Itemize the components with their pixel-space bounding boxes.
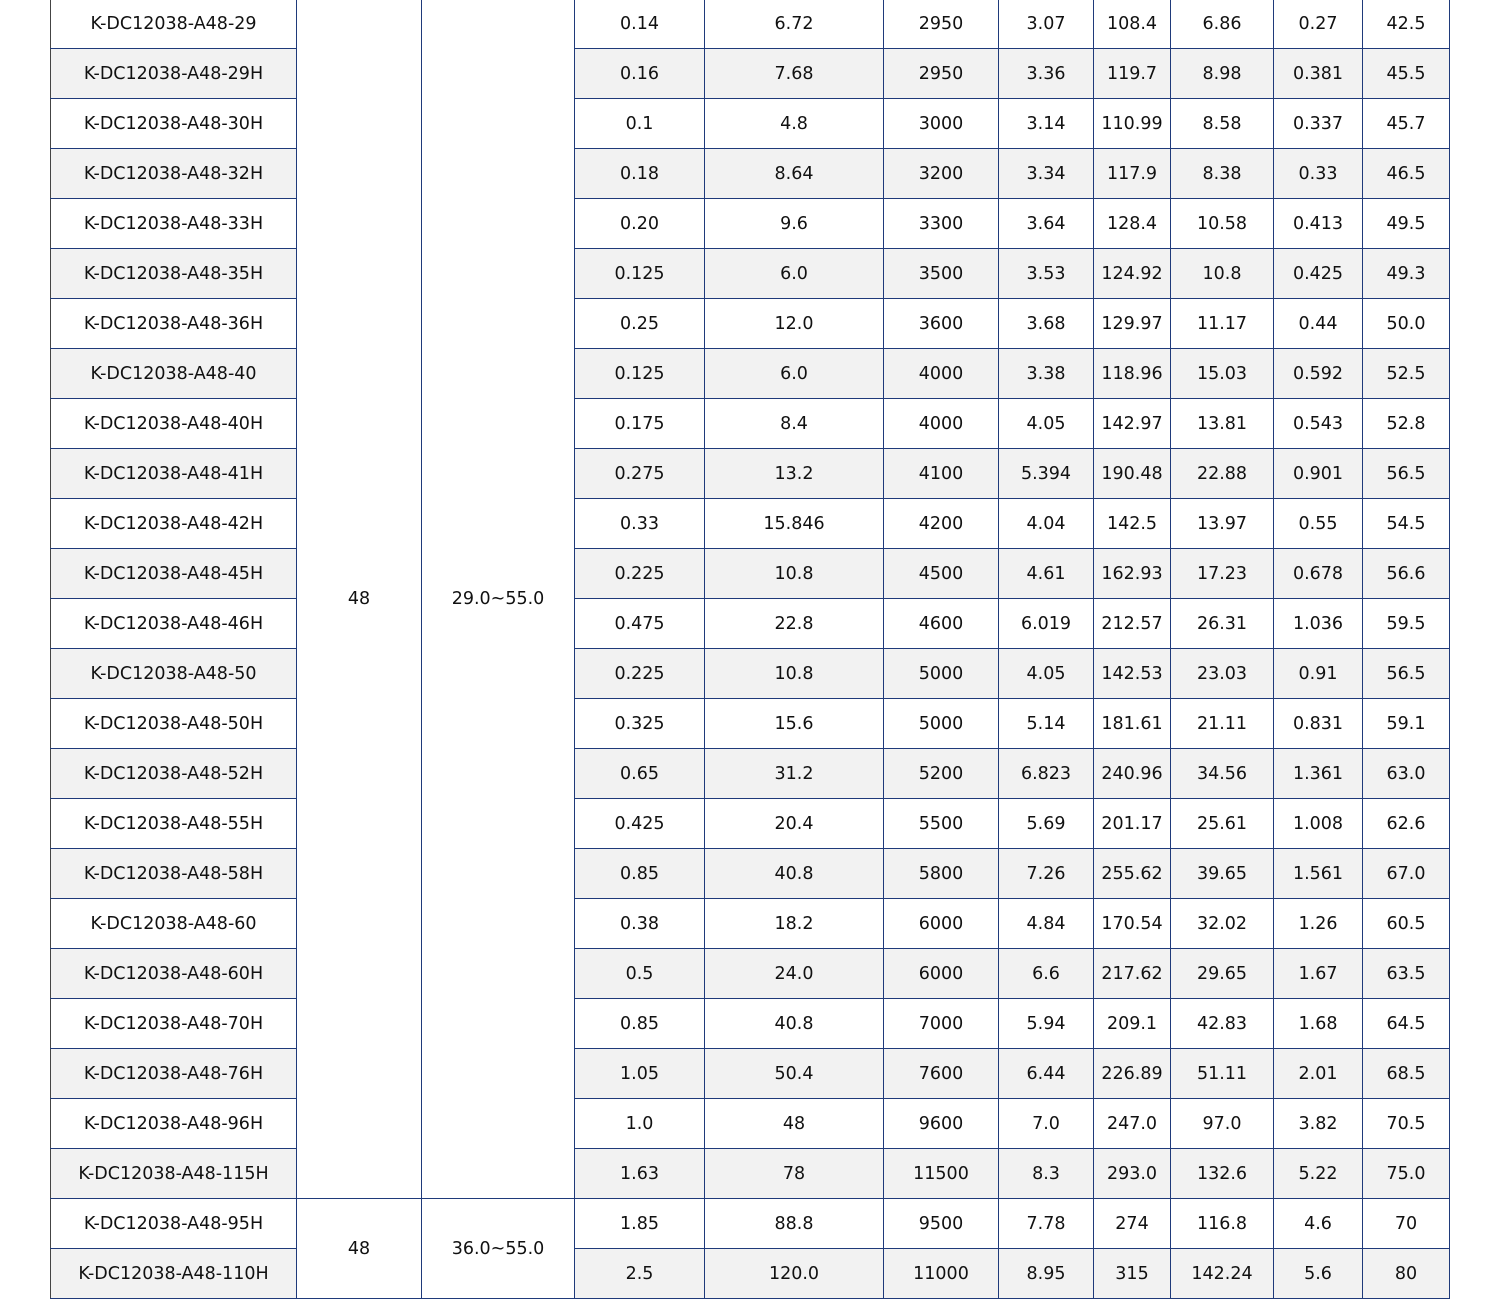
spec-value-cell: 5200 [884,749,999,799]
spec-value-cell: 1.63 [575,1149,705,1199]
spec-value-cell: 4.61 [999,549,1094,599]
spec-value-cell: 2.01 [1274,1049,1363,1099]
spec-value-cell: 88.8 [705,1199,884,1249]
spec-value-cell: 25.61 [1171,799,1274,849]
spec-value-cell: 78 [705,1149,884,1199]
spec-value-cell: 3600 [884,299,999,349]
spec-value-cell: 46.5 [1363,149,1450,199]
spec-value-cell: 22.8 [705,599,884,649]
spec-value-cell: 3.53 [999,249,1094,299]
table-row [51,99,1450,149]
spec-value-cell: 0.20 [575,199,705,249]
spec-value-cell: 1.008 [1274,799,1363,849]
spec-value-cell: 315 [1094,1249,1171,1299]
model-cell: K-DC12038-A48-50 [51,649,297,699]
spec-value-cell: 80 [1363,1249,1450,1299]
spec-value-cell: 26.31 [1171,599,1274,649]
spec-value-cell: 8.98 [1171,49,1274,99]
spec-value-cell: 6.823 [999,749,1094,799]
spec-value-cell: 1.561 [1274,849,1363,899]
spec-value-cell: 1.361 [1274,749,1363,799]
spec-value-cell: 5000 [884,649,999,699]
table-row [51,799,1450,849]
spec-value-cell: 0.14 [575,0,705,49]
spec-value-cell: 0.25 [575,299,705,349]
spec-value-cell: 9600 [884,1099,999,1149]
spec-value-cell: 52.5 [1363,349,1450,399]
spec-value-cell: 124.92 [1094,249,1171,299]
spec-value-cell: 48 [705,1099,884,1149]
model-cell: K-DC12038-A48-40 [51,349,297,399]
table-row [51,849,1450,899]
table-row [51,1149,1450,1199]
spec-value-cell: 10.8 [705,549,884,599]
spec-value-cell: 4000 [884,349,999,399]
spec-value-cell: 22.88 [1171,449,1274,499]
spec-value-cell: 50.4 [705,1049,884,1099]
spec-value-cell: 1.05 [575,1049,705,1099]
spec-value-cell: 49.3 [1363,249,1450,299]
rated-voltage-cell: 48 [297,0,422,1199]
spec-value-cell: 0.33 [575,499,705,549]
spec-value-cell: 75.0 [1363,1149,1450,1199]
spec-value-cell: 3.34 [999,149,1094,199]
spec-value-cell: 128.4 [1094,199,1171,249]
spec-value-cell: 6000 [884,899,999,949]
spec-value-cell: 8.64 [705,149,884,199]
spec-value-cell: 10.8 [705,649,884,699]
spec-value-cell: 34.56 [1171,749,1274,799]
spec-value-cell: 3.14 [999,99,1094,149]
model-cell: K-DC12038-A48-110H [51,1249,297,1299]
spec-value-cell: 6.86 [1171,0,1274,49]
spec-value-cell: 142.53 [1094,649,1171,699]
table-row [51,299,1450,349]
model-cell: K-DC12038-A48-42H [51,499,297,549]
model-cell: K-DC12038-A48-35H [51,249,297,299]
table-row [51,599,1450,649]
spec-value-cell: 49.5 [1363,199,1450,249]
spec-value-cell: 31.2 [705,749,884,799]
spec-value-cell: 0.225 [575,549,705,599]
spec-value-cell: 6.72 [705,0,884,49]
model-cell: K-DC12038-A48-40H [51,399,297,449]
spec-value-cell: 129.97 [1094,299,1171,349]
spec-value-cell: 0.65 [575,749,705,799]
spec-value-cell: 0.678 [1274,549,1363,599]
spec-value-cell: 6.44 [999,1049,1094,1099]
spec-value-cell: 7.26 [999,849,1094,899]
spec-value-cell: 13.2 [705,449,884,499]
spec-value-cell: 64.5 [1363,999,1450,1049]
spec-value-cell: 3000 [884,99,999,149]
spec-value-cell: 7000 [884,999,999,1049]
spec-value-cell: 40.8 [705,849,884,899]
spec-value-cell: 108.4 [1094,0,1171,49]
model-cell: K-DC12038-A48-60 [51,899,297,949]
spec-value-cell: 3500 [884,249,999,299]
spec-value-cell: 32.02 [1171,899,1274,949]
spec-value-cell: 7600 [884,1049,999,1099]
spec-value-cell: 40.8 [705,999,884,1049]
spec-value-cell: 4.6 [1274,1199,1363,1249]
spec-value-cell: 116.8 [1171,1199,1274,1249]
spec-value-cell: 0.1 [575,99,705,149]
table-row [51,749,1450,799]
fan-spec-table [50,0,1450,1299]
model-cell: K-DC12038-A48-41H [51,449,297,499]
spec-value-cell: 56.5 [1363,649,1450,699]
spec-value-cell: 162.93 [1094,549,1171,599]
spec-value-cell: 170.54 [1094,899,1171,949]
spec-value-cell: 4.84 [999,899,1094,949]
spec-value-cell: 142.97 [1094,399,1171,449]
model-cell: K-DC12038-A48-70H [51,999,297,1049]
spec-value-cell: 5.69 [999,799,1094,849]
model-cell: K-DC12038-A48-46H [51,599,297,649]
spec-value-cell: 5.6 [1274,1249,1363,1299]
spec-value-cell: 1.68 [1274,999,1363,1049]
spec-value-cell: 3.36 [999,49,1094,99]
rated-voltage-cell: 48 [297,1199,422,1299]
model-cell: K-DC12038-A48-95H [51,1199,297,1249]
spec-value-cell: 39.65 [1171,849,1274,899]
spec-value-cell: 11000 [884,1249,999,1299]
spec-value-cell: 1.036 [1274,599,1363,649]
spec-value-cell: 0.425 [575,799,705,849]
spec-value-cell: 0.543 [1274,399,1363,449]
spec-value-cell: 0.125 [575,249,705,299]
spec-value-cell: 0.901 [1274,449,1363,499]
spec-value-cell: 2950 [884,0,999,49]
spec-value-cell: 0.225 [575,649,705,699]
spec-value-cell: 293.0 [1094,1149,1171,1199]
spec-value-cell: 68.5 [1363,1049,1450,1099]
table-row [51,499,1450,549]
spec-value-cell: 110.99 [1094,99,1171,149]
spec-value-cell: 8.4 [705,399,884,449]
spec-value-cell: 6.0 [705,349,884,399]
spec-value-cell: 56.5 [1363,449,1450,499]
table-row [51,649,1450,699]
spec-value-cell: 4600 [884,599,999,649]
spec-value-cell: 4.04 [999,499,1094,549]
model-cell: K-DC12038-A48-50H [51,699,297,749]
model-cell: K-DC12038-A48-60H [51,949,297,999]
spec-value-cell: 0.275 [575,449,705,499]
spec-value-cell: 0.85 [575,849,705,899]
voltage-range-cell: 29.0~55.0 [422,0,575,1199]
spec-value-cell: 3300 [884,199,999,249]
spec-value-cell: 3.64 [999,199,1094,249]
model-cell: K-DC12038-A48-36H [51,299,297,349]
spec-value-cell: 118.96 [1094,349,1171,399]
spec-value-cell: 63.0 [1363,749,1450,799]
model-cell: K-DC12038-A48-58H [51,849,297,899]
spec-value-cell: 13.81 [1171,399,1274,449]
spec-value-cell: 15.03 [1171,349,1274,399]
table-row [51,699,1450,749]
spec-value-cell: 4500 [884,549,999,599]
spec-value-cell: 0.592 [1274,349,1363,399]
table-row [51,999,1450,1049]
spec-value-cell: 42.83 [1171,999,1274,1049]
spec-value-cell: 7.78 [999,1199,1094,1249]
spec-value-cell: 21.11 [1171,699,1274,749]
table-row [51,1249,1450,1299]
spec-value-cell: 0.325 [575,699,705,749]
spec-value-cell: 4100 [884,449,999,499]
spec-table-body [51,0,1450,1299]
table-row [51,249,1450,299]
spec-value-cell: 51.11 [1171,1049,1274,1099]
spec-value-cell: 142.5 [1094,499,1171,549]
spec-value-cell: 11.17 [1171,299,1274,349]
model-cell: K-DC12038-A48-115H [51,1149,297,1199]
spec-value-cell: 181.61 [1094,699,1171,749]
spec-value-cell: 0.413 [1274,199,1363,249]
spec-value-cell: 5.22 [1274,1149,1363,1199]
spec-value-cell: 8.58 [1171,99,1274,149]
model-cell: K-DC12038-A48-33H [51,199,297,249]
spec-value-cell: 59.1 [1363,699,1450,749]
spec-value-cell: 5.14 [999,699,1094,749]
spec-value-cell: 12.0 [705,299,884,349]
spec-value-cell: 20.4 [705,799,884,849]
spec-value-cell: 5800 [884,849,999,899]
spec-value-cell: 62.6 [1363,799,1450,849]
spec-value-cell: 0.44 [1274,299,1363,349]
spec-value-cell: 217.62 [1094,949,1171,999]
spec-value-cell: 6000 [884,949,999,999]
table-row [51,449,1450,499]
spec-value-cell: 0.85 [575,999,705,1049]
spec-value-cell: 63.5 [1363,949,1450,999]
spec-value-cell: 70.5 [1363,1099,1450,1149]
table-row [51,1099,1450,1149]
spec-value-cell: 10.8 [1171,249,1274,299]
spec-value-cell: 24.0 [705,949,884,999]
spec-value-cell: 45.7 [1363,99,1450,149]
model-cell: K-DC12038-A48-45H [51,549,297,599]
spec-value-cell: 29.65 [1171,949,1274,999]
spec-value-cell: 0.38 [575,899,705,949]
spec-value-cell: 11500 [884,1149,999,1199]
spec-value-cell: 119.7 [1094,49,1171,99]
spec-value-cell: 7.68 [705,49,884,99]
spec-value-cell: 0.55 [1274,499,1363,549]
spec-value-cell: 13.97 [1171,499,1274,549]
spec-value-cell: 56.6 [1363,549,1450,599]
table-row [51,0,1450,49]
spec-value-cell: 42.5 [1363,0,1450,49]
spec-value-cell: 52.8 [1363,399,1450,449]
spec-value-cell: 3.38 [999,349,1094,399]
table-row [51,1049,1450,1099]
spec-value-cell: 5500 [884,799,999,849]
model-cell: K-DC12038-A48-29 [51,0,297,49]
spec-value-cell: 1.0 [575,1099,705,1149]
spec-value-cell: 0.16 [575,49,705,99]
spec-value-cell: 0.5 [575,949,705,999]
model-cell: K-DC12038-A48-76H [51,1049,297,1099]
model-cell: K-DC12038-A48-96H [51,1099,297,1149]
spec-value-cell: 0.381 [1274,49,1363,99]
spec-value-cell: 10.58 [1171,199,1274,249]
spec-value-cell: 1.85 [575,1199,705,1249]
spec-value-cell: 60.5 [1363,899,1450,949]
spec-value-cell: 67.0 [1363,849,1450,899]
spec-value-cell: 0.337 [1274,99,1363,149]
table-row [51,899,1450,949]
table-row [51,199,1450,249]
table-row [51,949,1450,999]
spec-value-cell: 0.91 [1274,649,1363,699]
spec-value-cell: 9.6 [705,199,884,249]
spec-value-cell: 2950 [884,49,999,99]
spec-value-cell: 0.425 [1274,249,1363,299]
spec-value-cell: 240.96 [1094,749,1171,799]
spec-value-cell: 9500 [884,1199,999,1249]
model-cell: K-DC12038-A48-52H [51,749,297,799]
spec-value-cell: 2.5 [575,1249,705,1299]
spec-value-cell: 142.24 [1171,1249,1274,1299]
spec-value-cell: 226.89 [1094,1049,1171,1099]
spec-value-cell: 6.6 [999,949,1094,999]
spec-value-cell: 1.26 [1274,899,1363,949]
spec-value-cell: 190.48 [1094,449,1171,499]
spec-value-cell: 50.0 [1363,299,1450,349]
spec-value-cell: 5000 [884,699,999,749]
spec-value-cell: 120.0 [705,1249,884,1299]
spec-value-cell: 17.23 [1171,549,1274,599]
spec-value-cell: 132.6 [1171,1149,1274,1199]
spec-value-cell: 4000 [884,399,999,449]
spec-value-cell: 6.0 [705,249,884,299]
spec-value-cell: 7.0 [999,1099,1094,1149]
spec-value-cell: 3.82 [1274,1099,1363,1149]
spec-value-cell: 6.019 [999,599,1094,649]
spec-value-cell: 15.6 [705,699,884,749]
spec-value-cell: 54.5 [1363,499,1450,549]
spec-value-cell: 3.07 [999,0,1094,49]
spec-value-cell: 0.18 [575,149,705,199]
spec-value-cell: 4.05 [999,649,1094,699]
table-row [51,1199,1450,1249]
spec-value-cell: 0.125 [575,349,705,399]
spec-value-cell: 117.9 [1094,149,1171,199]
spec-value-cell: 5.394 [999,449,1094,499]
spec-value-cell: 209.1 [1094,999,1171,1049]
table-row [51,399,1450,449]
table-row [51,349,1450,399]
spec-value-cell: 274 [1094,1199,1171,1249]
table-row [51,149,1450,199]
spec-value-cell: 3200 [884,149,999,199]
spec-value-cell: 4200 [884,499,999,549]
table-row [51,49,1450,99]
spec-value-cell: 3.68 [999,299,1094,349]
model-cell: K-DC12038-A48-30H [51,99,297,149]
spec-value-cell: 8.38 [1171,149,1274,199]
spec-value-cell: 45.5 [1363,49,1450,99]
spec-value-cell: 4.05 [999,399,1094,449]
voltage-range-cell: 36.0~55.0 [422,1199,575,1299]
spec-value-cell: 5.94 [999,999,1094,1049]
model-cell: K-DC12038-A48-32H [51,149,297,199]
spec-value-cell: 4.8 [705,99,884,149]
spec-value-cell: 255.62 [1094,849,1171,899]
spec-value-cell: 70 [1363,1199,1450,1249]
spec-value-cell: 0.175 [575,399,705,449]
spec-value-cell: 18.2 [705,899,884,949]
spec-value-cell: 23.03 [1171,649,1274,699]
spec-value-cell: 212.57 [1094,599,1171,649]
spec-value-cell: 8.3 [999,1149,1094,1199]
spec-value-cell: 0.475 [575,599,705,649]
spec-value-cell: 1.67 [1274,949,1363,999]
spec-value-cell: 8.95 [999,1249,1094,1299]
spec-value-cell: 97.0 [1171,1099,1274,1149]
spec-value-cell: 0.27 [1274,0,1363,49]
model-cell: K-DC12038-A48-55H [51,799,297,849]
spec-value-cell: 59.5 [1363,599,1450,649]
model-cell: K-DC12038-A48-29H [51,49,297,99]
spec-value-cell: 201.17 [1094,799,1171,849]
spec-value-cell: 0.33 [1274,149,1363,199]
table-row [51,549,1450,599]
spec-value-cell: 15.846 [705,499,884,549]
spec-value-cell: 0.831 [1274,699,1363,749]
spec-value-cell: 247.0 [1094,1099,1171,1149]
